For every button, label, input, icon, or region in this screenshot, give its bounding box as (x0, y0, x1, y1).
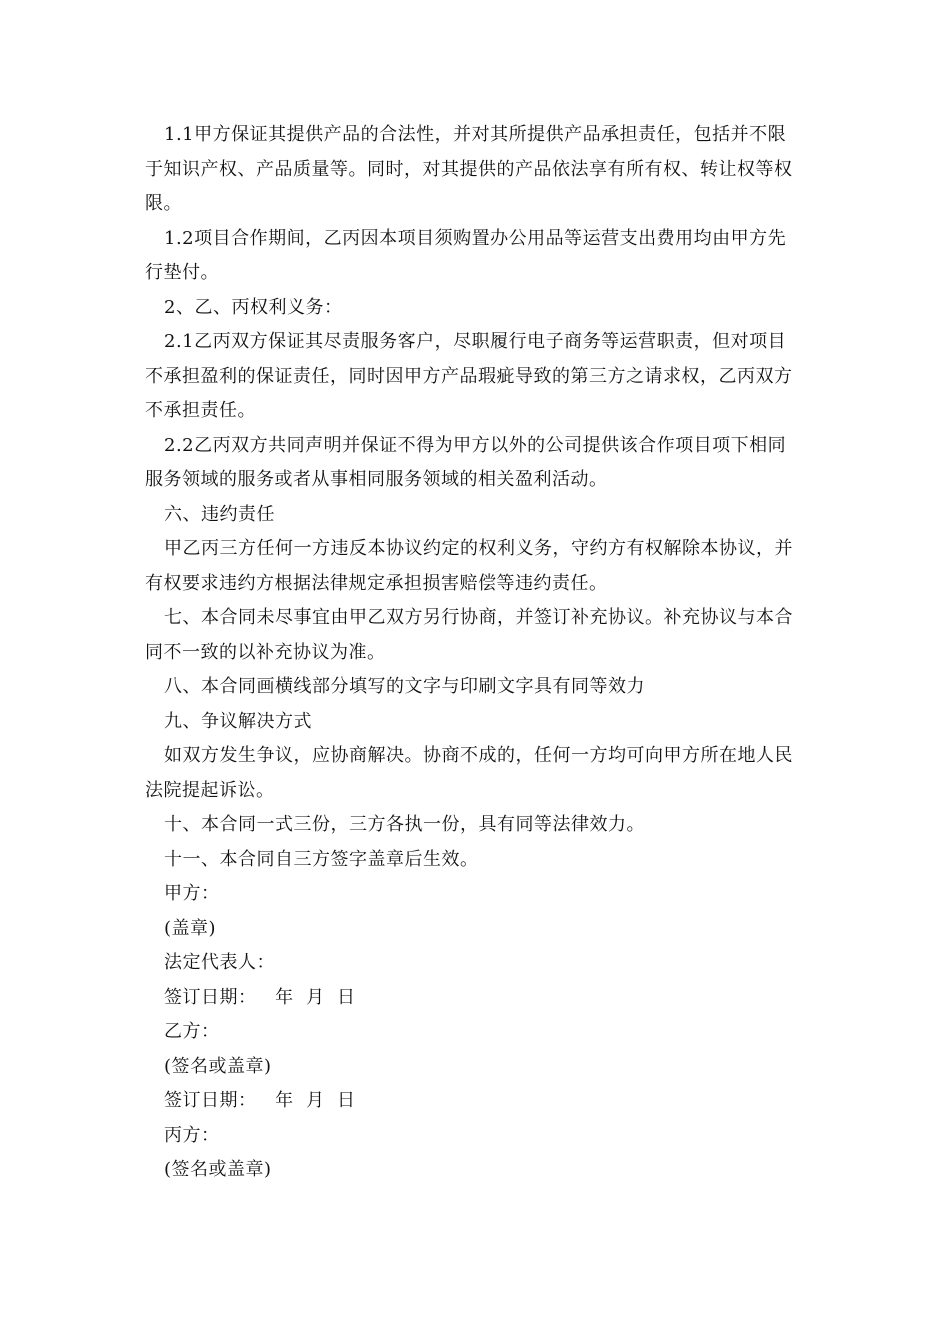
section-6-heading: 六、违约责任 (164, 503, 275, 525)
party-a-sign-date: 签订日期： 年 月 日 (164, 986, 356, 1008)
party-c-label: 丙方： (164, 1124, 220, 1146)
section-9-body: 如双方发生争议，应协商解决。协商不成的，任何一方均可向甲方所在地人民法院提起诉讼。 (145, 745, 793, 801)
party-b-label: 乙方： (164, 1021, 220, 1042)
party-b-sign-date: 签订日期： 年 月 日 (164, 1090, 356, 1111)
party-a-seal: (盖章) (164, 917, 217, 939)
party-c-signature: (签名或盖章) (164, 1159, 272, 1180)
party-a-label: 甲方： (164, 883, 220, 904)
section-8: 八、本合同画横线部分填写的文字与印刷文字具有同等效力 (164, 676, 645, 697)
clause-2-2: 2.2乙丙双方共同声明并保证不得为甲方以外的公司提供该合作项目项下相同服务领域的服务或者从事相同服务领域的相关盈利活动。 (145, 434, 787, 490)
party-b-signature: (签名或盖章) (164, 1055, 272, 1077)
section-11: 十一、本合同自三方签字盖章后生效。 (164, 848, 479, 870)
clause-1-1: 1.1甲方保证其提供产品的合法性，并对其所提供产品承担责任，包括并不限于知识产权、产品质量等。同时，对其提供的产品依法享有所有权、转让权等权限。 (145, 124, 793, 214)
section-10: 十、本合同一式三份，三方各执一份，具有同等法律效力。 (164, 814, 645, 835)
section-2-heading: 2、乙、丙权利义务： (164, 296, 343, 318)
section-6-body: 甲乙丙三方任何一方违反本协议约定的权利义务，守约方有权解除本协议，并有权要求违约方根据法律规定承担损害赔偿等违约责任。 (145, 538, 793, 594)
section-7: 七、本合同未尽事宜由甲乙双方另行协商，并签订补充协议。补充协议与本合同不一致的以补充协议为准。 (145, 607, 793, 663)
document-body (145, 118, 800, 1188)
party-a-legal-rep: 法定代表人： (164, 952, 275, 973)
clause-2-1: 2.1乙丙双方保证其尽责服务客户，尽职履行电子商务等运营职责，但对项目不承担盈利的保证责任，同时因甲方产品瑕疵导致的第三方之请求权，乙丙双方不承担责任。 (145, 331, 793, 421)
section-9-heading: 九、争议解决方式 (164, 710, 312, 732)
clause-1-2: 1.2项目合作期间，乙丙因本项目须购置办公用品等运营支出费用均由甲方先行垫付。 (145, 227, 787, 283)
